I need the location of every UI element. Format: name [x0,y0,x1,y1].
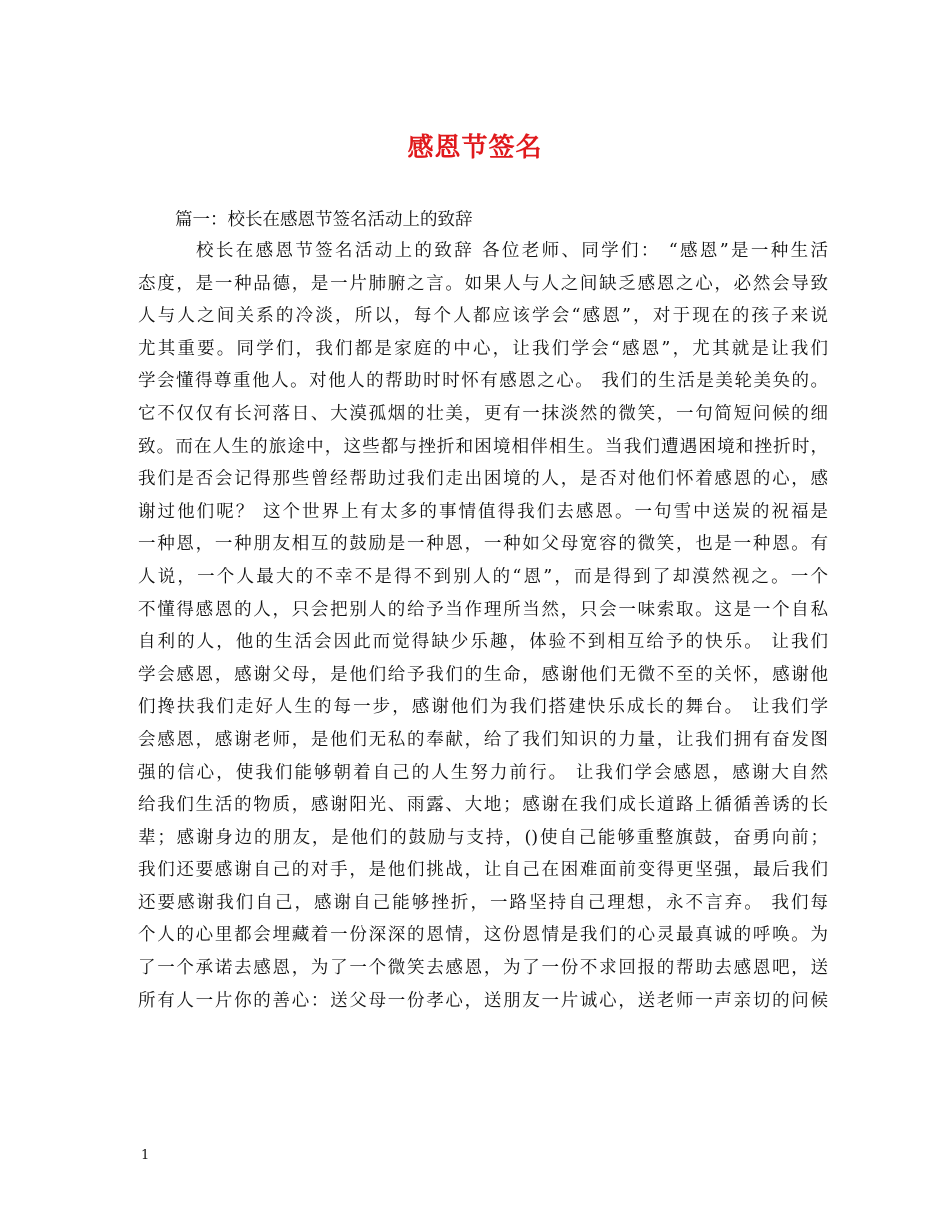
text-line: 谢过他们呢？ 这个世界上有太多的事情值得我们去感恩。一句雪中送炭的祝福是 [138,501,828,522]
text-line: 还要感谢我们自己，感谢自己能够挫折，一路坚持自己理想，永不言弃。 我们每 [138,892,828,913]
text-line: 给我们生活的物质，感谢阳光、雨露、大地；感谢在我们成长道路上循循善诱的长 [138,795,828,816]
text-line: 学会懂得尊重他人。对他人的帮助时时怀有感恩之心。 我们的生活是美轮美奂的。 [138,371,828,392]
document-title: 感恩节签名 [407,133,543,163]
text-line: 们搀扶我们走好人生的每一步，感谢他们为我们搭建快乐成长的舞台。 让我们学 [138,697,828,718]
text-line: 尤其重要。同学们，我们都是家庭的中心，让我们学会“感恩”，尤其就是让我们 [138,338,828,359]
text-line: 致。而在人生的旅途中，这些都与挫折和困境相伴相生。当我们遭遇困境和挫折时， [138,436,828,457]
text-line: 所有人一片你的善心：送父母一份孝心，送朋友一片诚心，送老师一声亲切的问候 [138,990,828,1011]
text-line: 人说，一个人最大的不幸不是得不到别人的“恩”，而是得到了却漠然视之。一个 [138,566,828,587]
text-line: 了一个承诺去感恩，为了一个微笑去感恩，为了一份不求回报的帮助去感恩吧，送 [138,958,828,979]
text-line: 人与人之间关系的冷淡，所以，每个人都应该学会“感恩”，对于现在的孩子来说 [138,306,828,327]
text-line: 强的信心，使我们能够朝着自己的人生努力前行。 让我们学会感恩，感谢大自然 [138,762,828,783]
text-line: 自利的人，他的生活会因此而觉得缺少乐趣，体验不到相互给予的快乐。 让我们 [138,632,828,653]
text-line: 会感恩，感谢老师，是他们无私的奉献，给了我们知识的力量，让我们拥有奋发图 [138,729,828,750]
body-paragraph [138,235,828,1017]
text-line: 一种恩，一种朋友相互的鼓励是一种恩，一种如父母宽容的微笑，也是一种恩。有 [138,534,828,555]
text-line: 我们是否会记得那些曾经帮助过我们走出困境的人，是否对他们怀着感恩的心，感 [138,469,828,490]
text-line: 个人的心里都会埋藏着一份深深的恩情，这份恩情是我们的心灵最真诚的呼唤。为 [138,925,828,946]
text-line: 辈；感谢身边的朋友，是他们的鼓励与支持，()使自己能够重整旗鼓，奋勇向前； [138,827,828,848]
page-number: 1 [141,1148,150,1163]
text-line: 不懂得感恩的人，只会把别人的给予当作理所当然，只会一味索取。这是一个自私 [138,599,828,620]
text-line: 校长在感恩节签名活动上的致辞 各位老师、同学们： “感恩”是一种生活 [196,241,828,261]
text-line: 态度，是一种品德，是一片肺腑之言。如果人与人之间缺乏感恩之心，必然会导致 [138,273,828,294]
text-line: 我们还要感谢自己的对手，是他们挑战，让自己在困难面前变得更坚强，最后我们 [138,860,828,881]
text-line: 它不仅仅有长河落日、大漠孤烟的壮美，更有一抹淡然的微笑，一句简短问候的细 [138,403,828,424]
section-heading: 篇一：校长在感恩节签名活动上的致辞 [175,210,473,230]
text-line: 学会感恩，感谢父母，是他们给予我们的生命，感谢他们无微不至的关怀，感谢他 [138,664,828,685]
